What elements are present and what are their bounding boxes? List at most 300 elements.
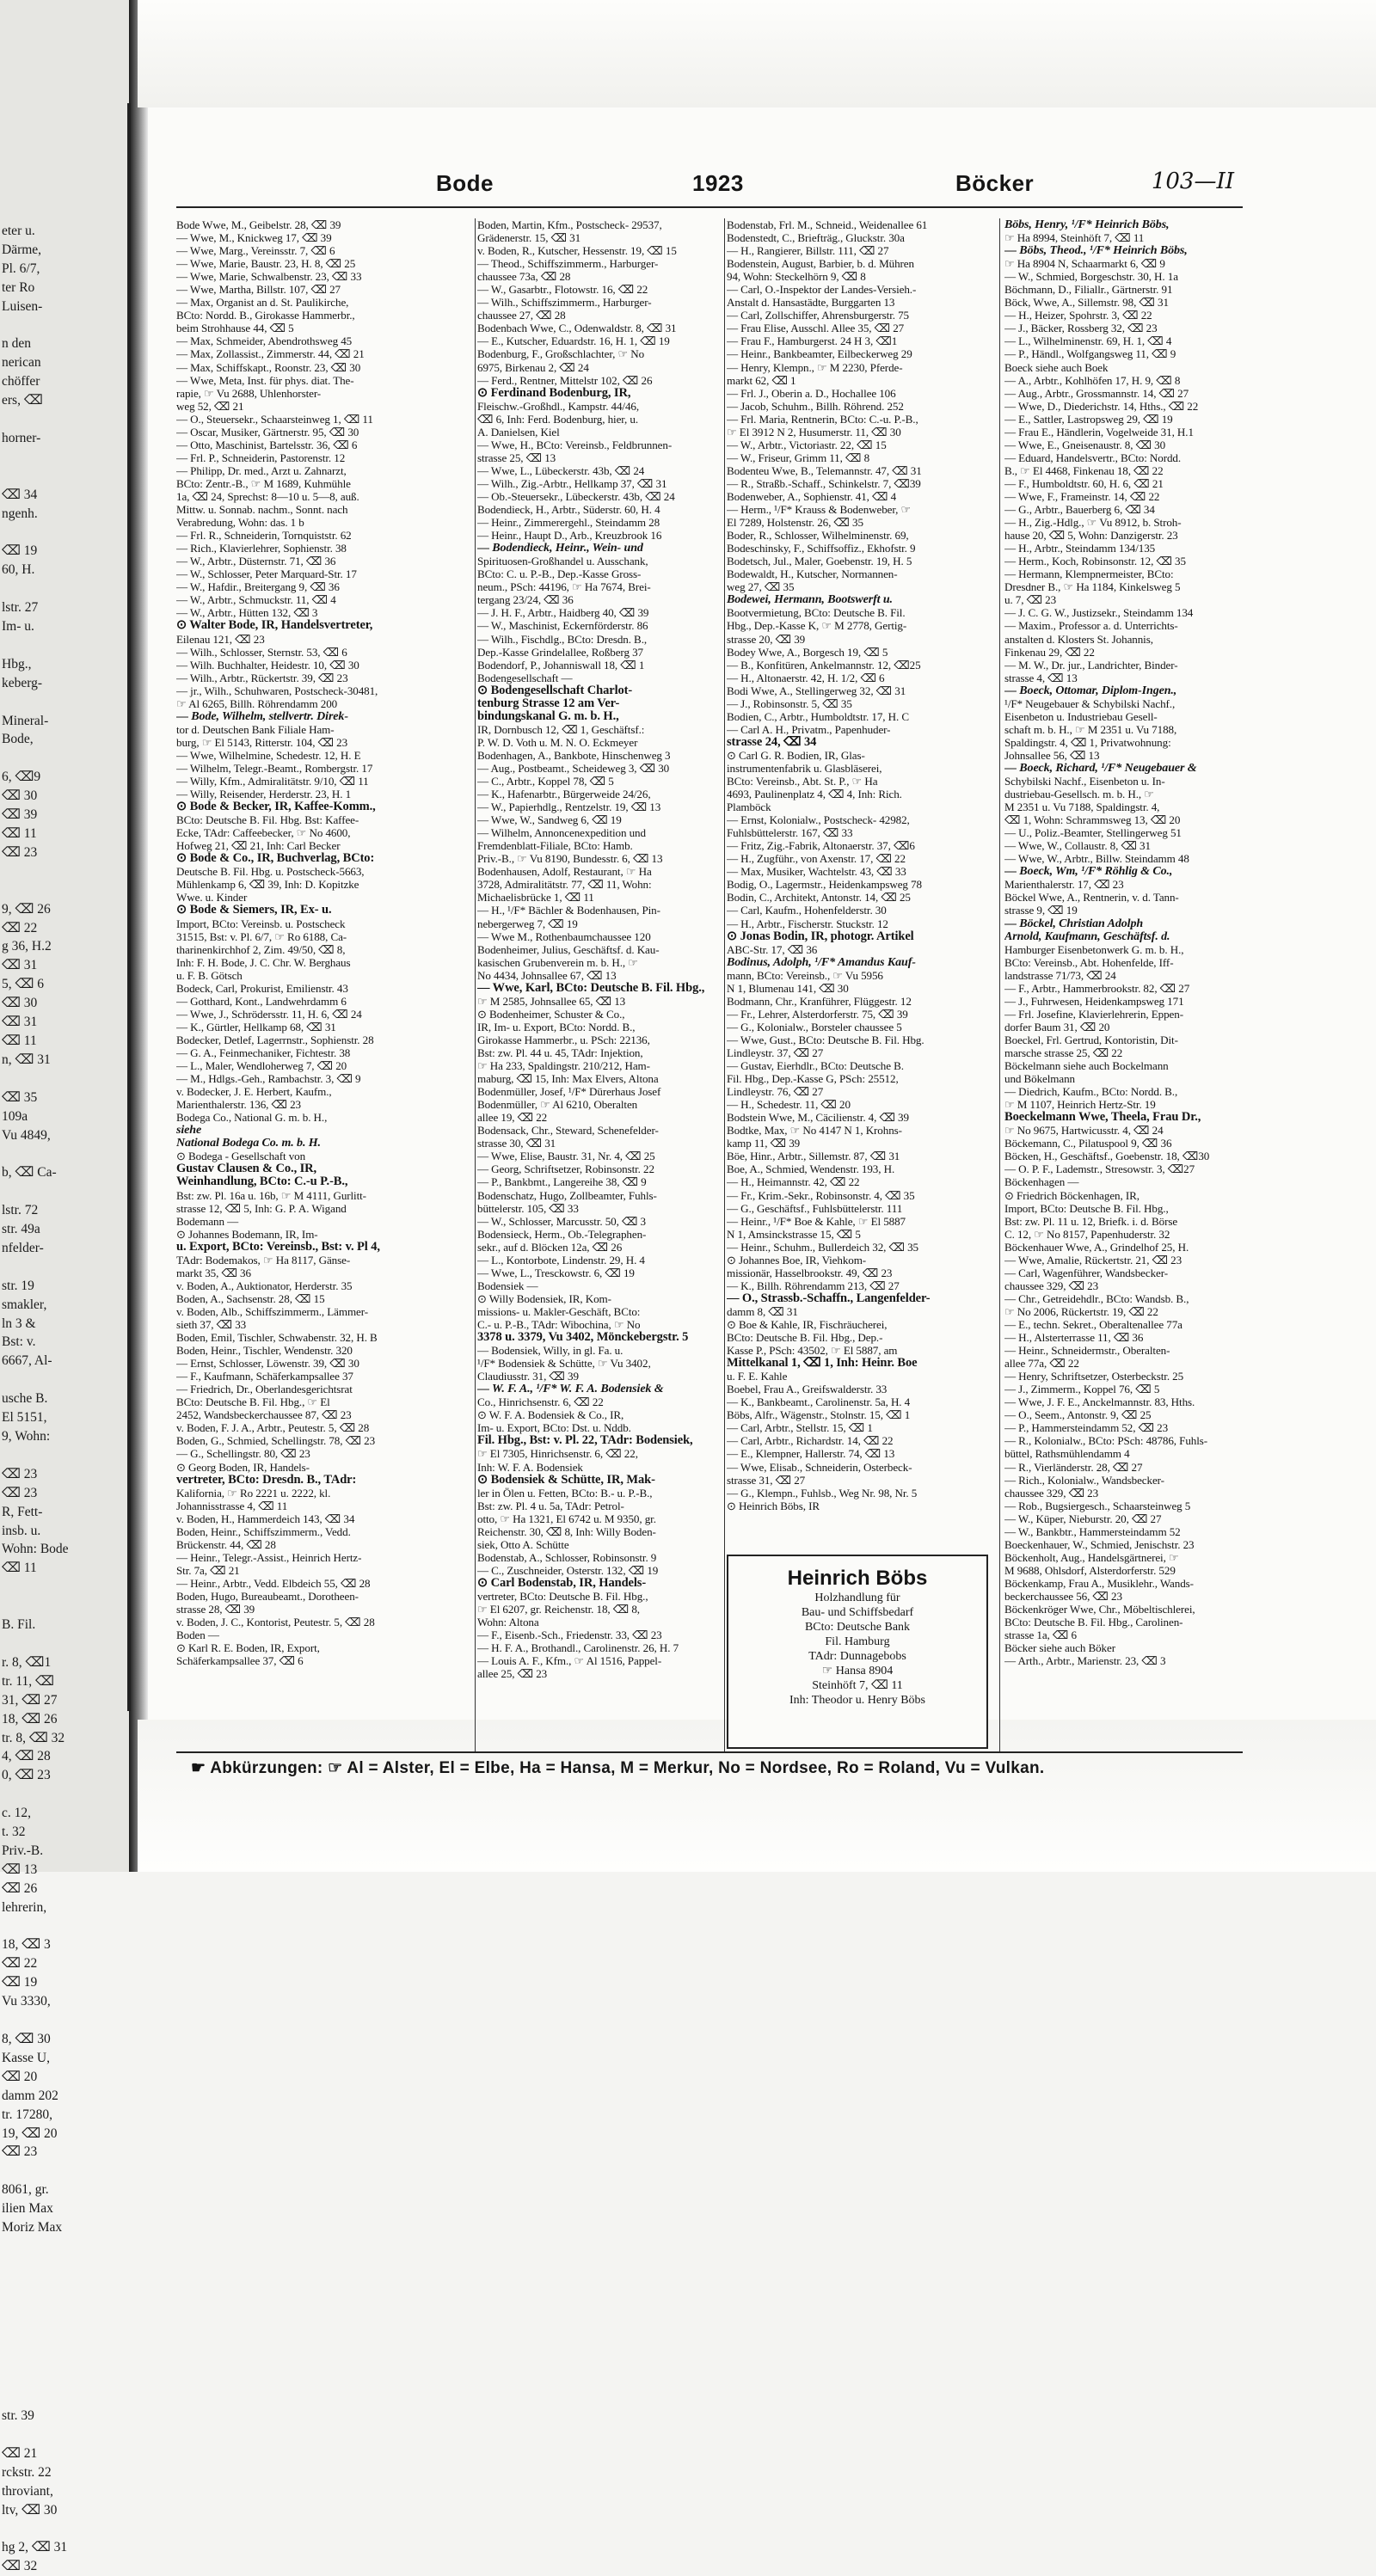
directory-entry-line: — Louis A. F., Kfm., ☞ Al 1516, Pappel- — [477, 1654, 662, 1668]
directory-entry-line: — O., Steuersekr., Schaarsteinweg 1, ⌫ 11 — [176, 412, 373, 426]
directory-entry-line: strasse 24, ⌫ 34 — [727, 735, 817, 749]
directory-entry-line: — G., Arbtr., Bauerberg 6, ⌫ 34 — [1004, 503, 1155, 517]
directory-entry-line: — H., ¹/F* Bächler & Bodenhausen, Pin- — [477, 904, 660, 917]
directory-entry-line: Boden, Hugo, Bureaubeamt., Dorotheen- — [176, 1589, 359, 1603]
fragment-line: 6, ⌫9 — [2, 770, 41, 785]
directory-entry-line: — Frau F., Hamburgerst. 24 H 3, ⌫1 — [727, 334, 898, 348]
directory-entry-line: strasse 25, ⌫ 13 — [477, 451, 556, 464]
directory-entry-line: Import, BCto: Deutsche B. Fil. Hbg., — [1004, 1201, 1169, 1215]
directory-entry-line: El 7289, Holstenstr. 26, ⌫ 35 — [727, 516, 863, 530]
directory-entry-line: und Bökelmann — [1004, 1072, 1075, 1086]
directory-entry-line: — E., Klempner, Hallerstr. 74, ⌫ 13 — [727, 1447, 895, 1461]
directory-entry-line: Fleischw.-Großhdl., Kampstr. 44/46, — [477, 399, 640, 413]
directory-entry-line: — Wwe, W., Arbtr., Billw. Steindamm 48 — [1004, 852, 1189, 866]
directory-entry-line: rapie, ☞ Vu 2688, Uhlenhorster- — [176, 386, 322, 400]
directory-entry-line: tor d. Deutschen Bank Filiale Ham- — [176, 722, 335, 736]
directory-entry-line: — Jacob, Schuhm., Billh. Röhrend. 252 — [727, 399, 904, 413]
directory-entry-line: — W., Schmied, Borgeschstr. 30, H. 1a — [1004, 270, 1178, 284]
directory-entry-line: — R., Straßb.-Schaff., Schinkelstr. 7, ⌫39 — [727, 476, 921, 490]
directory-entry-line: Bodenmüller, Josef, ¹/F* Dürerhaus Josef — [477, 1085, 661, 1099]
directory-entry-line: Girokasse Hammerbr., u. PSch: 22136, — [477, 1033, 650, 1046]
directory-entry-line: Böcken, H., Geschäftsf., Goebenstr. 18, ⌫30 — [1004, 1150, 1210, 1163]
directory-entry-line: — P., Händl., Wolfgangsweg 11, ⌫ 9 — [1004, 347, 1176, 361]
directory-entry-line: — W., Bankbtr., Hammersteindamm 52 — [1004, 1524, 1181, 1538]
directory-entry-line: vertreter, BCto: Dresdn. B., TAdr: — [176, 1473, 357, 1487]
fragment-line — [2, 2350, 122, 2369]
fragment-line: g 36, H.2 — [2, 939, 52, 954]
directory-entry-line: landstrasse 71/73, ⌫ 24 — [1004, 968, 1116, 982]
directory-entry-line: ⊙ Ferdinand Bodenburg, IR, — [477, 386, 631, 400]
directory-entry-line: sieth 37, ⌫ 33 — [176, 1317, 247, 1331]
directory-entry-line: — Fr., Krim.-Sekr., Robinsonstr. 4, ⌫ 35 — [727, 1188, 915, 1202]
directory-entry-line: ABC-Str. 17, ⌫ 36 — [727, 942, 818, 956]
directory-entry-line: — Diedrich, Kaufm., BCto: Nordd. B., — [1004, 1085, 1178, 1099]
directory-entry-line: ☞ El 7305, Hinrichsenstr. 6, ⌫ 22, — [477, 1447, 638, 1461]
fragment-line: El 5151, — [2, 1410, 47, 1426]
directory-entry-line: ⊙ Heinrich Böbs, IR — [727, 1499, 820, 1512]
fragment-line: lehrerin, — [2, 1899, 47, 1915]
directory-entry-line: — O., Strassb.-Schaffn., Langenfelder- — [727, 1291, 931, 1305]
directory-entry-line: — Wilhelm, Annoncenexpedition und — [477, 826, 646, 840]
directory-entry-line: — J., Fuhrwesen, Heidenkampsweg 171 — [1004, 994, 1184, 1008]
fragment-line — [2, 1144, 122, 1163]
directory-entry-line: ⊙ Bode & Becker, IR, Kaffee-Komm., — [176, 800, 376, 814]
directory-entry-line: ☞ No 2006, Rückertstr. 19, ⌫ 22 — [1004, 1304, 1158, 1318]
directory-entry-line: siehe — [176, 1124, 202, 1138]
directory-entry-line: 31515, Bst: v. Pl. 6/7, ☞ Ro 6188, Ca- — [176, 929, 347, 943]
directory-entry-line: büttel, Rathsmühlendamm 4 — [1004, 1447, 1130, 1461]
directory-entry-line: — H., Heimannstr. 42, ⌫ 22 — [727, 1175, 860, 1189]
directory-entry-line: otto, ☞ Ha 1321, El 6742 u. M 9350, gr. — [477, 1512, 656, 1525]
directory-entry-line: — Wwe, Marie, Baustr. 23, H. 8, ⌫ 25 — [176, 257, 356, 271]
fragment-line — [2, 2011, 122, 2030]
directory-entry-line: — W., Arbtr., Victoriastr. 22, ⌫ 15 — [727, 438, 887, 451]
fragment-line: Bst: v. — [2, 1334, 36, 1350]
directory-entry-line: Johannisstrasse 4, ⌫ 11 — [176, 1499, 288, 1512]
directory-entry-line: tharinenkirchhof 2, Zim. 49/50, ⌫ 8, — [176, 942, 346, 956]
directory-entry-line: Boden, Heinr., Tischler, Wendenstr. 320 — [176, 1344, 353, 1358]
directory-column-3 — [727, 218, 993, 1512]
directory-entry-line: Bodensack, Chr., Steward, Schenefelder- — [477, 1124, 659, 1138]
fragment-line: lstr. 72 — [2, 1203, 39, 1218]
directory-entry-line: — K., Billh. Röhrendamm 213, ⌫ 27 — [727, 1279, 900, 1292]
directory-entry-line: ☞ Ha 8994, Steinhöft 7, ⌫ 11 — [1004, 231, 1145, 245]
directory-entry-line: — W., Friseur, Grimm 11, ⌫ 8 — [727, 451, 870, 464]
directory-entry-line: Bodetsch, Jul., Maler, Goebenstr. 19, H. 5 — [727, 555, 912, 568]
fragment-line: 9, ⌫ 26 — [2, 901, 51, 917]
directory-entry-line: ☞ Ha 233, Spaldingstr. 210/212, Ham- — [477, 1059, 650, 1073]
directory-entry-line: strasse 4, ⌫ 13 — [1004, 671, 1078, 684]
fragment-line — [2, 316, 122, 335]
directory-entry-line: Bodendieck, H., Arbtr., Süderstr. 60, H. 4 — [477, 503, 660, 517]
directory-entry-line: Boden — — [176, 1628, 219, 1642]
directory-entry-line: u. F. E. Kahle — [727, 1370, 788, 1383]
advertisement-line: BCto: Deutsche Bank — [804, 1621, 911, 1634]
directory-entry-line: ¹/F* Bodensiek & Schütte, ☞ Vu 3402, — [477, 1357, 651, 1371]
directory-entry-line: 4693, Paulinenplatz 4, ⌫ 4, Inh: Rich. — [727, 788, 902, 801]
directory-entry-line: — Willy, Reisender, Herderstr. 23, H. 1 — [176, 788, 352, 801]
directory-entry-line: Bodenstedt, C., Briefträg., Gluckstr. 30a — [727, 231, 905, 245]
directory-entry-line: — Philipp, Dr. med., Arzt u. Zahnarzt, — [176, 463, 347, 477]
directory-entry-line: Priv.-B., ☞ Vu 8190, Bundesstr. 6, ⌫ 13 — [477, 852, 663, 866]
directory-entry-line: — Wwe, Elise, Baustr. 31, Nr. 4, ⌫ 25 — [477, 1150, 655, 1163]
fragment-line: ⌫ 23 — [2, 1485, 38, 1500]
directory-entry-line: — C., Zuschneider, Osterstr. 132, ⌫ 19 — [477, 1563, 659, 1577]
directory-entry-line: Co., Hinrichsenstr. 6, ⌫ 22 — [477, 1395, 604, 1409]
directory-entry-line: Bodi Wwe, A., Stellingerweg 32, ⌫ 31 — [727, 684, 906, 697]
fragment-line: ⌫ 26 — [2, 1880, 38, 1896]
directory-entry-line: — H., Heizer, Spohrstr. 3, ⌫ 22 — [1004, 309, 1152, 322]
directory-entry-line: — F., Arbtr., Hammerbrookstr. 82, ⌫ 27 — [1004, 981, 1190, 995]
directory-entry-line: — K., Hafenarbtr., Bürgerweide 24/26, — [477, 788, 651, 801]
directory-entry-line: BCto: Vereinsb., Abt. St. P., ☞ Ha — [727, 775, 878, 788]
directory-entry-line: Bst: zw. Pl. 44 u. 45, TAdr: Injektion, — [477, 1046, 643, 1059]
running-head-last-entry: Böcker — [955, 170, 1035, 196]
fragment-line: t. 32 — [2, 1825, 26, 1840]
directory-entry-line: — Henry, Klempn., ☞ M 2230, Pferde- — [727, 360, 903, 374]
advertisement-line: Fil. Hamburg — [825, 1635, 890, 1648]
fragment-line: Moriz Max — [2, 2220, 63, 2236]
fragment-line — [2, 410, 122, 429]
directory-entry-line: ¹/F* Neugebauer & Schybilski Nachf., — [1004, 696, 1176, 710]
fragment-line: r. 8, ⌫1 — [2, 1654, 52, 1670]
directory-entry-line: BCto: Deutsche B. Fil. Hbg., Carolinen- — [1004, 1616, 1183, 1629]
directory-entry-line: Böckenkröger Wwe, Chr., Möbeltischlerei, — [1004, 1603, 1195, 1616]
advertisement-line: Bau- und Schiffsbedarf — [801, 1606, 914, 1619]
directory-entry-line: — Wilh., Schiffszimmerm., Harburger- — [477, 296, 652, 310]
directory-entry-line: Kasse P., PSch: 43502, ☞ El 5887, am — [727, 1344, 898, 1358]
directory-entry-line: — Wwe, Elisab., Schneiderin, Osterbeck- — [727, 1460, 912, 1474]
fragment-line: ⌫ 35 — [2, 1089, 38, 1105]
directory-entry-line: Bodenstab, A., Schlosser, Robinsonstr. 9 — [477, 1550, 657, 1564]
directory-entry-line: neum., PSch: 44196, ☞ Ha 7674, Brei- — [477, 580, 651, 594]
directory-entry-line: ☞ M 2585, Johnsallee 65, ⌫ 13 — [477, 994, 626, 1008]
directory-entry-line: — Wilh., Arbtr., Rückertstr. 39, ⌫ 23 — [176, 671, 348, 684]
directory-entry-line: missions- u. Makler-Geschäft, BCto: — [477, 1304, 641, 1318]
fragment-line: ⌫ 19 — [2, 543, 38, 559]
directory-entry-line: Arnold, Kaufmann, Geschäftsf. d. — [1004, 929, 1170, 943]
directory-entry-line: 2452, Wandsbeckerchaussee 87, ⌫ 23 — [176, 1408, 352, 1422]
fragment-line: 18, ⌫ 26 — [2, 1711, 58, 1727]
directory-entry-line: Bodenstein, August, Barbier, b. d. Mühren — [727, 257, 914, 271]
fragment-line: keberg- — [2, 675, 43, 690]
directory-entry-line: — Frau Elise, Ausschl. Allee 35, ⌫ 27 — [727, 322, 905, 335]
directory-entry-line: Schäferkampsallee 37, ⌫ 6 — [176, 1654, 304, 1668]
directory-entry-line: Bodtke, Max, ☞ No 4147 N 1, Krohns- — [727, 1124, 902, 1138]
fragment-line: chöffer — [2, 374, 40, 389]
fragment-line: Priv.-B. — [2, 1843, 44, 1858]
fragment-line: insb. u. — [2, 1523, 41, 1538]
directory-entry-line: Bodenhagen, A., Bankbote, Hinschenweg 3 — [477, 748, 671, 762]
fragment-line: 19, ⌫ 20 — [2, 2125, 58, 2141]
fragment-line: smakler, — [2, 1297, 47, 1312]
directory-entry-line: P. W. D. Voth u. M. N. O. Eckmeyer — [477, 735, 638, 749]
fragment-line — [2, 862, 122, 881]
directory-entry-line: chaussee 329, ⌫ 23 — [1004, 1486, 1099, 1500]
directory-entry-line: Boden, Emil, Tischler, Schwabenstr. 32, H. B — [176, 1331, 378, 1345]
directory-entry-line: BCto: Zentr.-B., ☞ M 1689, Kuhmühle — [176, 476, 351, 490]
fragment-line: 6667, Al- — [2, 1353, 52, 1369]
directory-entry-line: Bodemann — — [176, 1214, 239, 1228]
directory-entry-line: Böckelmann siehe auch Bockelmann — [1004, 1059, 1169, 1073]
fragment-line — [2, 636, 122, 655]
directory-entry-line: ⊙ Georg Boden, IR, Handels- — [176, 1460, 310, 1474]
directory-entry-line: Mittelkanal 1, ⌫ 1, Inh: Heinr. Boe — [727, 1357, 918, 1371]
directory-entry-line: — Arth., Arbtr., Marienstr. 23, ⌫ 3 — [1004, 1654, 1166, 1668]
directory-entry-line: Hamburger Eisenbetonwerk G. m. b. H., — [1004, 942, 1184, 956]
directory-entry-line: Verabredung, Wohn: das. 1 b — [176, 516, 304, 530]
directory-entry-line: beckerchaussee 56, ⌫ 23 — [1004, 1589, 1122, 1603]
directory-entry-line: ⊙ Bodensiek & Schütte, IR, Mak- — [477, 1473, 655, 1487]
directory-entry-line: Bodmann, Chr., Kranführer, Flüggestr. 12 — [727, 994, 912, 1008]
fragment-line: ⌫ 23 — [2, 2144, 38, 2160]
directory-entry-line: B., ☞ El 4468, Finkenau 18, ⌫ 22 — [1004, 463, 1164, 477]
directory-entry-line: — Max, Musiker, Wachtelstr. 43, ⌫ 33 — [727, 865, 906, 879]
directory-entry-line: — Boeck, Richard, ¹/F* Neugebauer & — [1004, 761, 1197, 775]
directory-entry-line: ⊙ Friedrich Böckenhagen, IR, — [1004, 1188, 1140, 1202]
directory-entry-line: — P., Hammersteindamm 52, ⌫ 23 — [1004, 1421, 1169, 1435]
directory-entry-line: Schybilski Nachf., Eisenbeton u. In- — [1004, 775, 1165, 788]
directory-entry-line: — Carl, Wagenführer, Wandsbecker- — [1004, 1266, 1169, 1279]
advertisement-text — [728, 1591, 986, 1708]
fragment-line — [2, 1785, 122, 1804]
directory-entry-line: — H., Zig.-Hdlg., ☞ Vu 8912, b. Stroh- — [1004, 516, 1182, 530]
directory-entry-line: — Ferd., Rentner, Mittelstr 102, ⌫ 26 — [477, 373, 653, 387]
directory-entry-line: Böbs, Henry, ¹/F* Heinrich Böbs, — [1004, 218, 1170, 231]
directory-entry-line: — Wwe, Martha, Billstr. 107, ⌫ 27 — [176, 283, 341, 297]
directory-entry-line: — Wwe M., Rothenbaumchaussee 120 — [477, 929, 651, 943]
directory-entry-line: — K., Bankbeamt., Carolinenstr. 5a, H. 4 — [727, 1395, 911, 1409]
fragment-line: usche B. — [2, 1391, 48, 1407]
directory-entry-line: Böcker siehe auch Böker — [1004, 1641, 1115, 1655]
directory-entry-line: Dep.-Kasse Grindelallee, Roßberg 37 — [477, 645, 643, 659]
fragment-line — [2, 2369, 122, 2388]
directory-entry-line: Bodenmüller, ☞ Al 6210, Oberalten — [477, 1098, 638, 1112]
fragment-line: ⌫ 23 — [2, 844, 38, 860]
directory-entry-line: — O., Seem., Antonstr. 9, ⌫ 25 — [1004, 1408, 1152, 1422]
directory-entry-line: — Theod., Schiffszimmerm., Harburger- — [477, 257, 659, 271]
directory-entry-line: BCto: Deutsche B. Fil. Hbg., ☞ El — [176, 1395, 330, 1409]
directory-entry-line: dorfer Baum 31, ⌫ 20 — [1004, 1020, 1110, 1033]
directory-entry-line: — Gotthard, Kont., Landwehrdamm 6 — [176, 994, 347, 1008]
fragment-line: Mineral- — [2, 713, 49, 728]
directory-entry-line: 1a, ⌫ 24, Sprechst: 8—10 u. 5—8, auß. — [176, 489, 359, 503]
directory-entry-line: — K., Gürtler, Hellkamp 68, ⌫ 31 — [176, 1020, 336, 1033]
directory-entry-line: — Wilhelm, Telegr.-Beamt., Rombergstr. 17 — [176, 761, 373, 775]
directory-entry-line: — Wwe, Marg., Vereinsstr. 7, ⌫ 6 — [176, 244, 335, 258]
fragment-line: str. 39 — [2, 2408, 34, 2424]
fragment-line: ⌫ 34 — [2, 487, 38, 502]
directory-entry-line: Mühlenkamp 6, ⌫ 39, Inh: D. Kopitzke — [176, 878, 359, 892]
directory-entry-line: — Heinr., Schuhm., Bullerdeich 32, ⌫ 35 — [727, 1240, 918, 1254]
directory-entry-line: chaussee 27, ⌫ 28 — [477, 309, 566, 322]
directory-entry-line: — Ob.-Steuersekr., Lübeckerstr. 43b, ⌫ 24 — [477, 489, 675, 503]
fragment-line — [2, 2426, 122, 2444]
fragment-line — [2, 2520, 122, 2539]
directory-entry-line: IR, Dornbusch 12, ⌫ 1, Geschäftsf.: — [477, 722, 645, 736]
advertisement-box — [727, 1555, 988, 1749]
fragment-line: tr. 11, ⌫ — [2, 1673, 54, 1689]
fragment-line — [2, 2237, 122, 2256]
directory-entry-line: 6975, Birkenau 2, ⌫ 24 — [477, 360, 589, 374]
directory-entry-line: — Wwe, Karl, BCto: Deutsche B. Fil. Hbg., — [477, 981, 705, 995]
directory-entry-line: — W., Maschinist, Eckernförderstr. 86 — [477, 619, 648, 633]
directory-entry-line: Boeckenhauer, W., Schmied, Jenischstr. 23 — [1004, 1537, 1195, 1551]
fragment-line: Vu 3330, — [2, 1994, 51, 2009]
directory-entry-line: Bodeck, Carl, Prokurist, Emilienstr. 43 — [176, 981, 348, 995]
directory-entry-line: — A., Arbtr., Kohlhöfen 17, H. 9, ⌫ 8 — [1004, 373, 1181, 387]
directory-entry-line: v. Boden, A., Auktionator, Herderstr. 35 — [176, 1279, 353, 1292]
directory-entry-line: v. Boden, F. J. A., Arbtr., Peutestr. 5, ⌫ 28 — [176, 1421, 370, 1435]
fragment-line: nerican — [2, 355, 41, 371]
directory-entry-line: — Max, Schiffskapt., Roonstr. 23, ⌫ 30 — [176, 360, 361, 374]
directory-entry-line: kamp 11, ⌫ 39 — [727, 1137, 801, 1150]
directory-entry-line: nebergerweg 7, ⌫ 19 — [477, 917, 578, 930]
directory-entry-line: Johnsallee 56, ⌫ 13 — [1004, 748, 1100, 762]
directory-entry-line: — Frau E., Händlerin, Vogelweide 31, H.1 — [1004, 425, 1194, 439]
column-divider — [999, 218, 1000, 1753]
directory-entry-line: Bodega Co., National G. m. b. H., — [176, 1111, 328, 1125]
directory-entry-line: — Heinr., Arbtr., Vedd. Elbdeich 55, ⌫ 28 — [176, 1576, 371, 1590]
fragment-line — [2, 2313, 122, 2332]
directory-entry-line: — Otto, Maschinist, Bartelsstr. 36, ⌫ 6 — [176, 438, 358, 451]
directory-entry-line: — J., Bäcker, Rossberg 32, ⌫ 23 — [1004, 322, 1158, 335]
fragment-line — [2, 1597, 122, 1616]
directory-entry-line: — H., Alsterterrasse 11, ⌫ 36 — [1004, 1331, 1144, 1345]
directory-entry-line: — Boeck, Ottomar, Diplom-Ingen., — [1004, 684, 1177, 697]
directory-entry-line: — L., Wilhelminenstr. 69, H. 1, ⌫ 4 — [1004, 334, 1172, 348]
directory-entry-line: — R., Kolonialw., BCto: PSch: 48786, Fuhls- — [1004, 1434, 1208, 1448]
directory-entry-line: v. Bodecker, J. E. Herbert, Kaufm., — [176, 1085, 332, 1099]
column-divider — [724, 218, 725, 1753]
directory-entry-line: — Carl A. H., Privatm., Papenhuder- — [727, 722, 891, 736]
directory-entry-line: Fil. Hbg., Bst: v. Pl. 22, TAdr: Bodensiek, — [477, 1434, 693, 1448]
fragment-line: Därme, — [2, 242, 42, 257]
directory-entry-line: — Heinr., Schneidermstr., Oberalten- — [1004, 1344, 1170, 1358]
directory-entry-line: Wwe. u. Kinder — [176, 891, 248, 905]
directory-entry-line: — Aug., Arbtr., Grossmannstr. 14, ⌫ 27 — [1004, 386, 1189, 400]
fragment-line: Bode, — [2, 732, 34, 747]
directory-entry-line: Grädenerstr. 15, ⌫ 31 — [477, 231, 581, 245]
fragment-line — [2, 580, 122, 598]
directory-entry-line: siek, Otto A. Schütte — [477, 1537, 569, 1551]
directory-entry-line: — Wwe, Gust., BCto: Deutsche B. Fil. Hbg. — [727, 1033, 924, 1046]
directory-entry-line: IR, Im- u. Export, BCto: Nordd. B., — [477, 1020, 636, 1033]
fragment-line — [2, 2275, 122, 2294]
fragment-line — [2, 881, 122, 900]
fragment-line: ⌫ 23 — [2, 1466, 38, 1481]
directory-entry-line: BCto: C. u. P.-B., Dep.-Kasse Gross- — [477, 567, 642, 581]
directory-entry-line: ⊙ Bode & Co., IR, Buchverlag, BCto: — [176, 852, 375, 866]
directory-entry-line: Michaelisbrücke 1, ⌫ 11 — [477, 891, 594, 905]
directory-entry-line: Boden, Martin, Kfm., Postscheck- 29537, — [477, 218, 662, 231]
advertisement-line: ☞ Hansa 8904 — [821, 1665, 894, 1677]
fragment-line: Vu 4849, — [2, 1127, 51, 1143]
fragment-line: Luisen- — [2, 298, 43, 314]
directory-entry-line: strasse 31, ⌫ 27 — [727, 1473, 806, 1487]
directory-entry-line: — C., Arbtr., Koppel 78, ⌫ 5 — [477, 775, 614, 788]
fragment-line: ⌫ 30 — [2, 996, 38, 1011]
directory-entry-line: National Bodega Co. m. b. H. — [176, 1137, 321, 1150]
directory-entry-line: strasse 1a, ⌫ 6 — [1004, 1628, 1077, 1642]
directory-entry-line: Bodewei, Hermann, Bootswerft u. — [727, 593, 893, 607]
directory-entry-line: — Wwe, E., Gneisenaustr. 8, ⌫ 30 — [1004, 438, 1166, 451]
advertisement-title: Heinrich Böbs — [787, 1567, 928, 1590]
fragment-line: ltv, ⌫ 30 — [2, 2502, 58, 2518]
directory-entry-line: — Max, Zollassist., Zimmerstr. 44, ⌫ 21 — [176, 347, 365, 361]
directory-entry-line: — O. P. F., Lademstr., Stresowstr. 3, ⌫27 — [1004, 1162, 1195, 1176]
directory-entry-line: schaft m. b. H., ☞ M 2351 u. Vu 7188, — [1004, 722, 1177, 736]
fragment-line — [2, 2162, 122, 2180]
directory-entry-line: markt 35, ⌫ 36 — [176, 1266, 251, 1279]
directory-entry-line: vertreter, BCto: Deutsche B. Fil. Hbg., — [477, 1589, 648, 1603]
directory-entry-line: Marienthalerstr. 136, ⌫ 23 — [176, 1098, 302, 1112]
directory-entry-line: Fremdenblatt-Filiale, BCto: Hamb. — [477, 839, 633, 853]
directory-entry-line: — Rich., Kolonialw., Wandsbecker- — [1004, 1473, 1164, 1487]
directory-entry-line: Fil. Hbg., Dep.-Kasse G, PSch: 25512, — [727, 1072, 899, 1086]
directory-entry-line: Ecke, TAdr: Caffeebecker, ☞ No 4600, — [176, 826, 351, 840]
directory-entry-line: ⊙ Bodega - Gesellschaft von — [176, 1150, 306, 1163]
directory-entry-line: — Carl, Arbtr., Richardstr. 14, ⌫ 22 — [727, 1434, 894, 1448]
directory-entry-line: büttelerstr. 105, ⌫ 33 — [477, 1201, 579, 1215]
directory-entry-line: Eisenbeton u. Industriebau Gesell- — [1004, 709, 1158, 723]
directory-entry-line: — Heinr., ¹/F* Boe & Kahle, ☞ El 5887 — [727, 1214, 906, 1228]
directory-entry-line: Böckenhauer Wwe, A., Grindelhof 25, H. — [1004, 1240, 1189, 1254]
directory-entry-line: Bodenweber, A., Sophienstr. 41, ⌫ 4 — [727, 489, 897, 503]
book-fold-shadow — [129, 0, 148, 1872]
directory-entry-line: Bodien, C., Arbtr., Humboldtstr. 17, H. C — [727, 709, 909, 723]
directory-entry-line: — Frl. Maria, Rentnerin, BCto: C.-u. P.-B., — [727, 412, 918, 426]
directory-entry-line: Bootvermietung, BCto: Deutsche B. Fil. — [727, 606, 906, 620]
directory-entry-line: — W., Arbtr., Düsternstr. 71, ⌫ 36 — [176, 555, 336, 568]
directory-entry-line: — L., Kontorbote, Lindenstr. 29, H. 4 — [477, 1253, 645, 1267]
fragment-line: Pl. 6/7, — [2, 261, 40, 276]
fragment-line: 60, H. — [2, 562, 35, 578]
directory-entry-line: ⊙ Johannes Bodemann, IR, Im- — [176, 1227, 318, 1241]
directory-entry-line: ⊙ Willy Bodensiek, IR, Kom- — [477, 1291, 611, 1305]
directory-entry-line: ☞ El 3912 N 2, Husumerstr. 11, ⌫ 30 — [727, 425, 901, 439]
fragment-line: ⌫ 13 — [2, 1861, 38, 1877]
top-margin — [138, 0, 1376, 107]
directory-entry-line: Finkenau 29, ⌫ 22 — [1004, 645, 1095, 659]
directory-entry-line: — H., Altonaerstr. 42, H. 1/2, ⌫ 6 — [727, 671, 885, 684]
directory-entry-line: — F., Humboldtstr. 60, H. 6, ⌫ 21 — [1004, 476, 1164, 490]
directory-entry-line: missionär, Hasselbrookstr. 49, ⌫ 23 — [727, 1266, 893, 1279]
directory-entry-line: Import, BCto: Vereinsb. u. Postscheck — [176, 917, 346, 930]
directory-entry-line: Böbs, Alfr., Wägenstr., Stolnstr. 15, ⌫ 1 — [727, 1408, 911, 1422]
directory-entry-line: Bodendorf, P., Johanniswall 18, ⌫ 1 — [477, 658, 645, 672]
directory-entry-line: — Boeck, Wm, ¹/F* Röhlig & Co., — [1004, 865, 1173, 879]
directory-entry-line: Bodenheimer, Julius, Geschäftsf. d. Kau- — [477, 942, 660, 956]
directory-entry-line: Boder, R., Schlosser, Wilhelminenstr. 69, — [727, 529, 909, 543]
fragment-line: 31, ⌫ 27 — [2, 1692, 58, 1708]
directory-column-1 — [176, 218, 476, 1667]
fragment-line — [2, 2294, 122, 2313]
directory-entry-line: Böck, Wwe, A., Sillemstr. 98, ⌫ 31 — [1004, 296, 1169, 310]
directory-entry-line: BCto: Vereinsb., Abt. Hohenfelde, Iff- — [1004, 955, 1174, 969]
directory-entry-line: ☞ No 9675, Hartwicusstr. 4, ⌫ 24 — [1004, 1124, 1164, 1138]
directory-entry-line: marsche strasse 25, ⌫ 22 — [1004, 1046, 1123, 1059]
fragment-line — [2, 448, 122, 467]
directory-entry-line: BCto: Nordd. B., Girokasse Hammerbr., — [176, 309, 355, 322]
directory-entry-line: Bodey Wwe, A., Borgesch 19, ⌫ 5 — [727, 645, 888, 659]
directory-entry-line: Plamböck — [727, 800, 771, 814]
directory-entry-line: — Heinr., Haupt D., Arb., Kreuzbrook 16 — [477, 529, 662, 543]
directory-entry-line: Spirituosen-Großhandel u. Ausschank, — [477, 555, 648, 568]
directory-entry-line: — Oscar, Musiker, Gärtnerstr. 95, ⌫ 30 — [176, 425, 359, 439]
fragment-line: 18, ⌫ 3 — [2, 1937, 51, 1953]
directory-entry-line: — G., Klempn., Fuhlsb., Weg Nr. 98, Nr. 5 — [727, 1486, 918, 1500]
